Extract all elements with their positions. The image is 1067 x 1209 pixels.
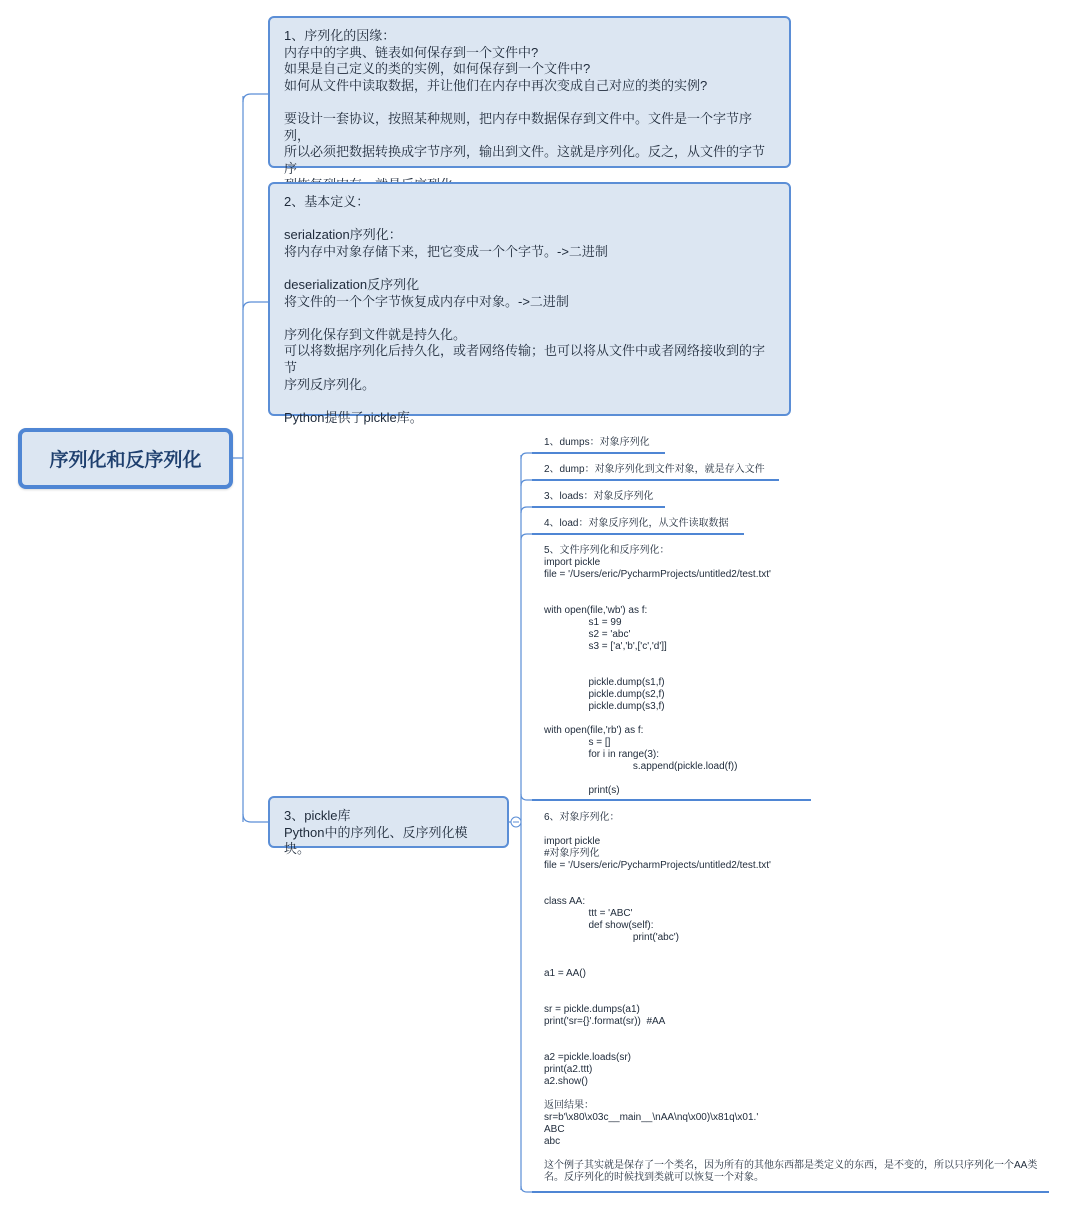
topic-line: 如何从文件中读取数据，并让他们在内存中再次变成自己对应的类的实例? (284, 77, 708, 93)
root-topic-label: 序列化和反序列化 (49, 450, 202, 471)
item-underline (532, 533, 744, 535)
topic-line: 所以必须把数据转换成字节序列，输出到文件。这就是序列化。反之，从文件的字节序 (284, 144, 766, 176)
code-line: file = '/Users/eric/PycharmProjects/untitled2/test.txt' (544, 569, 771, 580)
code-line: print('sr={}'.format(sr)) #AA (544, 1016, 666, 1027)
topic-pickle-library[interactable] (268, 796, 509, 857)
code-line: print('abc') (544, 932, 679, 943)
code-line (544, 653, 822, 665)
code-line: 这个例子其实就是保存了一个类名，因为所有的其他东西都是类定义的东西，是不变的，所以只序列化一个AA类 (544, 1160, 1038, 1171)
code-line: s1 = 99 (544, 617, 622, 628)
topic-line: Python提供了pickle库。 (284, 409, 423, 425)
code-line (544, 773, 822, 785)
code-line: 名。反序列化的时候找到类就可以恢复一个对象。 (544, 1172, 764, 1183)
pickle-item-dump[interactable] (532, 464, 792, 476)
topic-line: serialzation序列化： (284, 227, 402, 243)
topic-line (284, 211, 775, 228)
item-underline (532, 452, 665, 454)
code-line: #对象序列化 (544, 848, 600, 859)
topic-line: 内存中的字典、链表如何保存到一个文件中? (284, 44, 539, 60)
code-line: sr=b'\x80\x03c__main__\nAA\nq\x00)\x81q\x01.' (544, 1112, 759, 1123)
topic-serialization-origin[interactable] (268, 16, 791, 176)
topic-line: 1、序列化的因缘： (284, 28, 396, 43)
topic-line: 将内存中对象存储下来，把它变成一个个字节。->二进制 (284, 243, 608, 259)
code-line: pickle.dump(s2,f) (544, 689, 665, 700)
code-line: a2 =pickle.loads(sr) (544, 1052, 631, 1063)
topic-line: 可以将数据序列化后持久化，或者网络传输；也可以将从文件中或者网络接收到的字节 (284, 343, 766, 375)
link-topic-1 (243, 94, 268, 102)
topic-line: 3、pickle库 (284, 808, 351, 823)
item-line: 1、dumps：对象序列化 (544, 437, 650, 448)
code-line: def show(self): (544, 920, 654, 931)
code-line: a2.show() (544, 1076, 588, 1087)
code-line: ttt = 'ABC' (544, 908, 633, 919)
code-line: print(a2.ttt) (544, 1064, 593, 1075)
code-line: s.append(pickle.load(f)) (544, 761, 738, 772)
link-topic-2 (243, 302, 268, 310)
code-line (544, 992, 1052, 1004)
code-line: class AA: (544, 896, 586, 907)
code-line: ABC (544, 1124, 565, 1135)
code-line: 6、对象序列化： (544, 812, 620, 823)
code-line (544, 956, 1052, 968)
code-line: for i in range(3): (544, 749, 660, 760)
root-link-trunk (233, 96, 243, 822)
code-line: pickle.dump(s3,f) (544, 701, 665, 712)
code-line: 返回结果： (544, 1100, 594, 1111)
topic-basic-definition[interactable] (268, 182, 791, 425)
code-line: import pickle (544, 557, 601, 568)
topic-line: deserialization反序列化 (284, 276, 420, 292)
topic-line: 序列反序列化。 (284, 376, 376, 392)
code-line: a1 = AA() (544, 968, 586, 979)
topic-line (284, 310, 775, 327)
code-line (544, 1040, 1052, 1052)
code-line: print(s) (544, 785, 620, 796)
item-underline (532, 479, 779, 481)
code-line (544, 824, 1052, 836)
item-underline (532, 1191, 1049, 1193)
code-line (544, 665, 822, 677)
code-line: file = '/Users/eric/PycharmProjects/untitled2/test.txt' (544, 860, 771, 871)
code-line (544, 980, 1052, 992)
code-line: import pickle (544, 836, 601, 847)
code-line: s3 = ['a','b',['c','d']] (544, 641, 667, 652)
pickle-item-dumps[interactable] (532, 437, 672, 449)
topic-line: 将文件的一个个字节恢复成内存中对象。->二进制 (284, 293, 569, 309)
code-line: sr = pickle.dumps(a1) (544, 1004, 640, 1015)
code-line: abc (544, 1136, 561, 1147)
topic-line: 如果是自己定义的类的实例，如何保存到一个文件中? (284, 61, 591, 77)
code-line (544, 581, 822, 593)
pickle-item-loads[interactable] (532, 491, 672, 503)
pickle-item-file-serialization[interactable] (532, 545, 822, 797)
code-line: with open(file,'rb') as f: (544, 725, 644, 736)
topic-line: 序列化保存到文件就是持久化。 (284, 326, 467, 342)
code-line: 5、文件序列化和反序列化： (544, 545, 670, 556)
code-line: pickle.dump(s1,f) (544, 677, 665, 688)
item-line: 4、load：对象反序列化，从文件读取数据 (544, 518, 729, 529)
code-line (544, 713, 822, 725)
code-line (544, 1028, 1052, 1040)
item-underline (532, 506, 665, 508)
code-line (544, 1088, 1052, 1100)
item-underline (532, 799, 811, 801)
code-line: s = [] (544, 737, 611, 748)
topic-line: 2、基本定义： (284, 194, 370, 209)
topic-line (284, 94, 775, 111)
item-line: 2、dump：对象序列化到文件对象，就是存入文件 (544, 464, 765, 475)
code-line: with open(file,'wb') as f: (544, 605, 648, 616)
code-line (544, 884, 1052, 896)
topic-line (284, 393, 775, 410)
code-line (544, 1148, 1052, 1160)
code-line: s2 = 'abc' (544, 629, 631, 640)
code-line (544, 944, 1052, 956)
code-line (544, 593, 822, 605)
root-topic[interactable] (18, 428, 233, 489)
topic-line: 要设计一套协议，按照某种规则，把内存中数据保存到文件中。文件是一个字节序列， (284, 110, 753, 143)
pickle-item-object-serialization[interactable] (532, 812, 1052, 1184)
topic-line (284, 260, 775, 277)
item-line: 3、loads：对象反序列化 (544, 491, 654, 502)
pickle-item-load[interactable] (532, 518, 752, 530)
code-line (544, 872, 1052, 884)
topic-line: Python中的序列化、反序列化模块。 (284, 824, 468, 857)
link-topic-3 (243, 814, 268, 822)
